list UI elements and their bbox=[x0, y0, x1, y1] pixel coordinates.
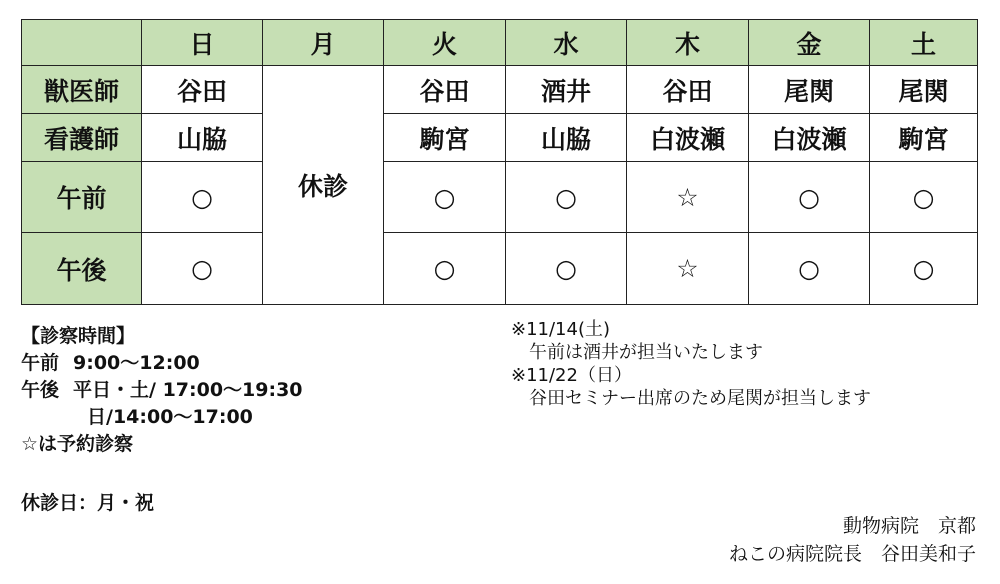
day-header-wed: 水 bbox=[506, 20, 627, 66]
day-header-thu: 木 bbox=[627, 20, 749, 66]
pm-row-label: 午後 bbox=[22, 233, 142, 305]
notice-1-text: 午前は酒井が担当いたします bbox=[529, 342, 763, 363]
clinic-name: 動物病院 京都 bbox=[842, 515, 976, 537]
am-mark-fri: ○ bbox=[749, 162, 870, 233]
closed-days: 休診日：月・祝 bbox=[21, 492, 155, 514]
vet-sun: 谷田 bbox=[142, 66, 263, 114]
hours-pm-label: 午後 bbox=[21, 379, 60, 401]
day-header-tue: 火 bbox=[384, 20, 506, 66]
day-header-mon: 月 bbox=[263, 20, 384, 66]
hours-sunday-time: 日/14:00～17:00 bbox=[87, 406, 253, 428]
am-mark-sat: ○ bbox=[870, 162, 978, 233]
am-mark-tue: ○ bbox=[384, 162, 506, 233]
vet-fri: 尾関 bbox=[749, 66, 870, 114]
vet-row bbox=[22, 66, 978, 114]
nurse-wed: 山脇 bbox=[506, 114, 627, 162]
director-name: ねこの病院院長 谷田美和子 bbox=[728, 543, 976, 565]
nurse-thu: 白波瀬 bbox=[627, 114, 749, 162]
am-mark-sun: ○ bbox=[142, 162, 263, 233]
pm-mark-thu: ☆ bbox=[627, 233, 749, 305]
day-header-sat: 土 bbox=[870, 20, 978, 66]
nurse-fri: 白波瀬 bbox=[749, 114, 870, 162]
notice-1-date: ※11/14(土) bbox=[511, 319, 610, 340]
hours-am-label: 午前 bbox=[21, 352, 60, 374]
pm-mark-tue: ○ bbox=[384, 233, 506, 305]
vet-thu: 谷田 bbox=[627, 66, 749, 114]
day-header-fri: 金 bbox=[749, 20, 870, 66]
pm-row bbox=[22, 233, 978, 305]
consultation-hours bbox=[21, 323, 501, 517]
hours-pm-time: 平日・土/ 17:00～19:30 bbox=[73, 379, 303, 401]
notice-2-date: ※11/22（日） bbox=[511, 365, 632, 386]
am-mark-thu: ☆ bbox=[627, 162, 749, 233]
am-mark-wed: ○ bbox=[506, 162, 627, 233]
pm-mark-sat: ○ bbox=[870, 233, 978, 305]
notice-2-text: 谷田セミナー出席のため尾関が担当します bbox=[529, 388, 871, 409]
pm-mark-sun: ○ bbox=[142, 233, 263, 305]
signature-block bbox=[729, 512, 976, 568]
pm-mark-fri: ○ bbox=[749, 233, 870, 305]
nurse-sat: 駒宮 bbox=[870, 114, 978, 162]
hours-am-time: 9:00～12:00 bbox=[73, 352, 200, 374]
vet-row-label: 獣医師 bbox=[22, 66, 142, 114]
am-row bbox=[22, 162, 978, 233]
am-row-label: 午前 bbox=[22, 162, 142, 233]
nurse-tue: 駒宮 bbox=[384, 114, 506, 162]
vet-tue: 谷田 bbox=[384, 66, 506, 114]
nurse-sun: 山脇 bbox=[142, 114, 263, 162]
corner-cell bbox=[22, 20, 142, 66]
schedule-table bbox=[21, 19, 978, 305]
day-header-sun: 日 bbox=[142, 20, 263, 66]
star-note: ☆は予約診察 bbox=[21, 433, 134, 455]
pm-mark-wed: ○ bbox=[506, 233, 627, 305]
hours-title: 【診察時間】 bbox=[21, 325, 136, 347]
hours-am-line bbox=[21, 350, 501, 377]
hours-pm-line bbox=[21, 377, 501, 404]
day-header-row bbox=[22, 20, 978, 66]
nurse-row bbox=[22, 114, 978, 162]
vet-wed: 酒井 bbox=[506, 66, 627, 114]
schedule-notices bbox=[511, 318, 971, 410]
monday-closed-cell: 休診 bbox=[263, 66, 384, 305]
nurse-row-label: 看護師 bbox=[22, 114, 142, 162]
vet-sat: 尾関 bbox=[870, 66, 978, 114]
